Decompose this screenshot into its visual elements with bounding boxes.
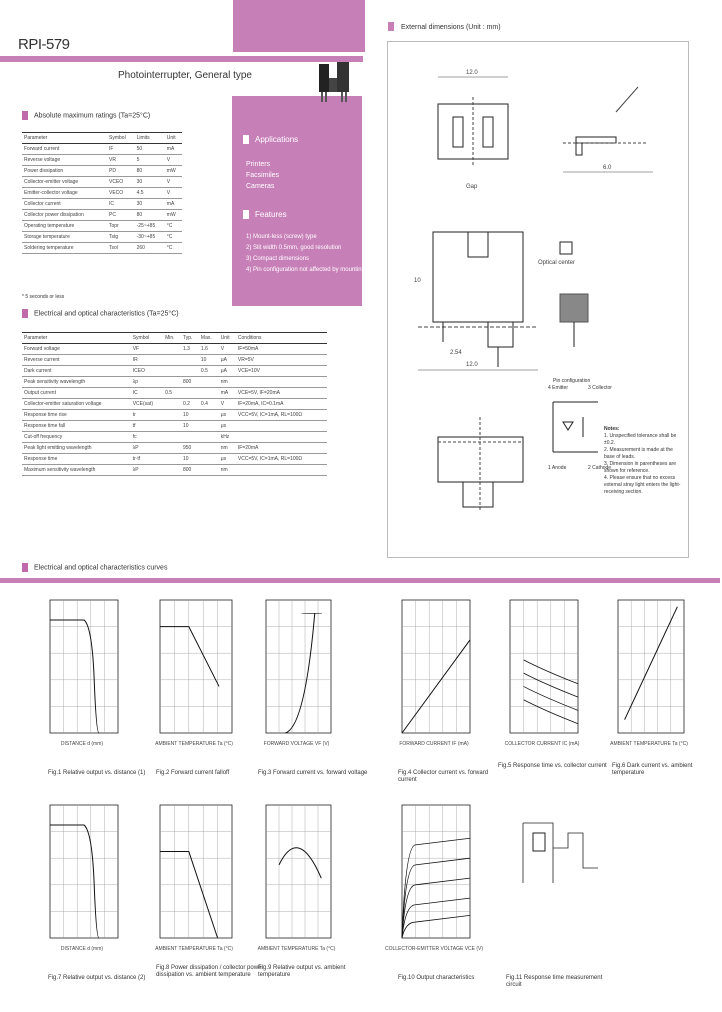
figure-caption: Fig.4 Collector current vs. forward current bbox=[398, 770, 489, 783]
table-cell: IC bbox=[107, 199, 135, 210]
series-line bbox=[402, 915, 470, 938]
table-cell: V bbox=[165, 188, 182, 199]
table-cell: Storage temperature bbox=[22, 232, 107, 243]
table-cell: 0.5 bbox=[163, 388, 181, 399]
table-cell bbox=[199, 454, 219, 465]
table-header-cell: Unit bbox=[165, 133, 182, 144]
table-cell: VF bbox=[131, 344, 163, 355]
chart-10 bbox=[384, 803, 484, 954]
table-cell: 4.5 bbox=[135, 188, 165, 199]
abs-max-section-title bbox=[22, 111, 150, 120]
table-row bbox=[22, 355, 327, 366]
table-cell: nm bbox=[219, 443, 236, 454]
pin-2-label: 2 Cathode bbox=[588, 465, 612, 471]
table-cell bbox=[236, 465, 327, 476]
section-marker-icon bbox=[243, 210, 249, 219]
table-cell: mW bbox=[165, 166, 182, 177]
table-cell: 1.6 bbox=[199, 344, 219, 355]
table-cell: IC bbox=[131, 388, 163, 399]
table-cell bbox=[181, 355, 199, 366]
product-subtitle: Photointerrupter, General type bbox=[118, 70, 252, 81]
table-cell: -30~+85 bbox=[135, 232, 165, 243]
section-marker-icon bbox=[22, 111, 28, 120]
table-cell: Output current bbox=[22, 388, 131, 399]
table-cell: Soldering temperature bbox=[22, 243, 107, 254]
table-cell: μA bbox=[219, 366, 236, 377]
table-cell: fc bbox=[131, 432, 163, 443]
table-cell: 800 bbox=[181, 465, 199, 476]
table-cell: Forward voltage bbox=[22, 344, 131, 355]
table-row bbox=[22, 432, 327, 443]
table-cell bbox=[163, 432, 181, 443]
figure-caption: Fig.6 Dark current vs. ambient temperature bbox=[612, 763, 693, 776]
x-axis-label: AMBIENT TEMPERATURE Ta (°C) bbox=[610, 741, 688, 747]
table-row bbox=[22, 366, 327, 377]
table-cell bbox=[199, 377, 219, 388]
x-axis-label: COLLECTOR CURRENT IC (mA) bbox=[504, 741, 580, 747]
table-row bbox=[22, 377, 327, 388]
table-cell: VR=5V bbox=[236, 355, 327, 366]
table-cell: Reverse current bbox=[22, 355, 131, 366]
table-header-cell: Typ. bbox=[181, 333, 199, 344]
table-cell: mA bbox=[219, 388, 236, 399]
table-cell: 50 bbox=[135, 144, 165, 155]
table-cell: 950 bbox=[181, 443, 199, 454]
table-cell: 5 bbox=[135, 155, 165, 166]
table-cell: PC bbox=[107, 210, 135, 221]
figure-caption: Fig.2 Forward current falloff bbox=[156, 770, 230, 776]
table-cell: Collector current bbox=[22, 199, 107, 210]
table-cell: tr·tf bbox=[131, 454, 163, 465]
chart-frame bbox=[266, 805, 331, 938]
chart-6 bbox=[610, 598, 692, 749]
table-cell: μA bbox=[219, 355, 236, 366]
dimensions-title-marker bbox=[388, 22, 394, 31]
table-cell: μs bbox=[219, 410, 236, 421]
note-item: 3. Dimension in parentheses are shown for reference. bbox=[604, 461, 676, 474]
note-item: 1. Unspecified tolerance shall be ±0.2. bbox=[604, 433, 677, 446]
table-row bbox=[22, 243, 182, 254]
x-axis-label: FORWARD CURRENT IF (mA) bbox=[399, 741, 469, 747]
table-cell: VCE=10V bbox=[236, 366, 327, 377]
applications-title: Applications bbox=[243, 135, 298, 144]
table-cell: Peak light emitting wavelength bbox=[22, 443, 131, 454]
figure-caption: Fig.10 Output characteristics bbox=[398, 975, 475, 981]
electrical-table bbox=[22, 332, 327, 476]
application-item: Facsimiles bbox=[246, 172, 280, 179]
table-cell: λP bbox=[131, 443, 163, 454]
table-cell bbox=[163, 410, 181, 421]
table-row bbox=[22, 465, 327, 476]
table-cell bbox=[181, 388, 199, 399]
table-header-cell: Symbol bbox=[107, 133, 135, 144]
table-cell: 1.3 bbox=[181, 344, 199, 355]
electrical-section-title: Electrical and optical characteristics (Ta=25°C) bbox=[22, 309, 179, 318]
table-cell bbox=[236, 421, 327, 432]
model-title: RPI-579 bbox=[18, 36, 70, 53]
table-header-row bbox=[22, 333, 327, 344]
table-cell: Tstg bbox=[107, 232, 135, 243]
series-line bbox=[50, 825, 99, 938]
table-row bbox=[22, 221, 182, 232]
series-line bbox=[286, 613, 315, 733]
table-cell: 10 bbox=[181, 421, 199, 432]
pin-1-label: 1 Anode bbox=[548, 465, 567, 471]
x-axis-label: AMBIENT TEMPERATURE Ta (°C) bbox=[155, 946, 233, 952]
table-cell bbox=[199, 410, 219, 421]
table-cell: Emitter-collector voltage bbox=[22, 188, 107, 199]
chart-9 bbox=[257, 803, 339, 954]
table-cell bbox=[181, 432, 199, 443]
header-band bbox=[0, 56, 363, 62]
section-marker-icon bbox=[22, 309, 28, 318]
table-cell: Peak sensitivity wavelength bbox=[22, 377, 131, 388]
table-cell: VR bbox=[107, 155, 135, 166]
chart-2 bbox=[155, 598, 240, 749]
table-cell bbox=[163, 399, 181, 410]
feature-item: 4) Pin configuration not affected by mounting bbox=[246, 267, 365, 273]
table-cell: kHz bbox=[219, 432, 236, 443]
series-line bbox=[50, 620, 99, 733]
section-marker-icon bbox=[243, 135, 249, 144]
circuit-wire bbox=[553, 833, 598, 868]
table-cell: V bbox=[165, 177, 182, 188]
series-line bbox=[160, 627, 219, 687]
table-row bbox=[22, 454, 327, 465]
features-list bbox=[246, 232, 365, 276]
x-axis-label: FORWARD VOLTAGE VF (V) bbox=[263, 741, 330, 747]
table-cell: IF=20mA bbox=[236, 443, 327, 454]
table-cell: °C bbox=[165, 232, 182, 243]
table-cell: IF=20mA, IC=0.1mA bbox=[236, 399, 327, 410]
table-cell: ICEO bbox=[131, 366, 163, 377]
x-axis-label: AMBIENT TEMPERATURE Ta (°C) bbox=[257, 946, 336, 952]
table-row bbox=[22, 199, 182, 210]
table-cell: V bbox=[219, 344, 236, 355]
figure-caption: Fig.3 Forward current vs. forward voltage bbox=[258, 770, 368, 776]
table-cell bbox=[163, 366, 181, 377]
table-row bbox=[22, 399, 327, 410]
table-cell: 30 bbox=[135, 177, 165, 188]
table-header-cell: Unit bbox=[219, 333, 236, 344]
table-cell: 10 bbox=[181, 410, 199, 421]
table-cell: 800 bbox=[181, 377, 199, 388]
dim-optical-axis-label: Optical center bbox=[538, 260, 576, 266]
dim-length-label: 12.0 bbox=[466, 362, 478, 368]
pin-4-label: 4 Emitter bbox=[548, 385, 569, 391]
curves-title: Electrical and optical characteristics curves bbox=[22, 563, 167, 572]
table-cell: VCE=5V, IF=20mA bbox=[236, 388, 327, 399]
pin-3-label: 3 Collector bbox=[588, 385, 612, 391]
table-row bbox=[22, 443, 327, 454]
table-cell: 80 bbox=[135, 166, 165, 177]
table-row bbox=[22, 166, 182, 177]
note-item: 4. Please ensure that no excess external stray light enters the light-receiving section. bbox=[604, 475, 681, 495]
table-cell: mA bbox=[165, 144, 182, 155]
x-axis-label: DISTANCE d (mm) bbox=[60, 946, 104, 952]
table-cell bbox=[199, 388, 219, 399]
notes-block bbox=[604, 426, 684, 496]
header-accent-block bbox=[233, 0, 365, 52]
table-cell: nm bbox=[219, 465, 236, 476]
table-cell: VCE(sat) bbox=[131, 399, 163, 410]
table-header-cell: Symbol bbox=[131, 333, 163, 344]
dimensions-title: External dimensions (Unit : mm) bbox=[401, 24, 501, 31]
notes-title: Notes: bbox=[604, 426, 620, 432]
table-cell: tr bbox=[131, 410, 163, 421]
table-cell: °C bbox=[165, 243, 182, 254]
figure-caption: Fig.5 Response time vs. collector current bbox=[498, 763, 607, 769]
table-cell: μs bbox=[219, 421, 236, 432]
table-header-cell: Conditions bbox=[236, 333, 327, 344]
table-cell: λp bbox=[131, 377, 163, 388]
table-cell: 30 bbox=[135, 199, 165, 210]
table-cell: °C bbox=[165, 221, 182, 232]
table-cell bbox=[163, 454, 181, 465]
applications-list bbox=[246, 159, 279, 192]
product-photo bbox=[315, 58, 355, 104]
table-cell bbox=[199, 443, 219, 454]
note-item: 2. Measurement is made at the base of leads. bbox=[604, 447, 673, 460]
table-cell: Response time rise bbox=[22, 410, 131, 421]
dim-height-label: 10 bbox=[414, 278, 421, 284]
abs-max-table bbox=[22, 132, 182, 254]
table-cell bbox=[163, 355, 181, 366]
photointerrupter-symbol bbox=[533, 833, 545, 851]
figure-caption: Fig.1 Relative output vs. distance (1) bbox=[48, 770, 146, 776]
chart-1 bbox=[48, 598, 126, 749]
table-cell: 80 bbox=[135, 210, 165, 221]
table-header-cell: Parameter bbox=[22, 333, 131, 344]
table-cell: 0.2 bbox=[181, 399, 199, 410]
chart-3 bbox=[264, 598, 339, 749]
table-row bbox=[22, 344, 327, 355]
table-cell: Response time bbox=[22, 454, 131, 465]
table-cell: mW bbox=[165, 210, 182, 221]
table-cell: λP bbox=[131, 465, 163, 476]
series-line bbox=[402, 878, 470, 938]
table-cell: VCC=5V, IC=1mA, RL=100Ω bbox=[236, 454, 327, 465]
series-line bbox=[402, 858, 470, 938]
table-cell: Collector-emitter voltage bbox=[22, 177, 107, 188]
table-cell: 10 bbox=[181, 454, 199, 465]
series-line bbox=[402, 898, 470, 938]
section-marker-icon bbox=[22, 563, 28, 572]
table-cell: 10 bbox=[199, 355, 219, 366]
table-cell: nm bbox=[219, 377, 236, 388]
table-cell: Reverse voltage bbox=[22, 155, 107, 166]
table-cell: tf bbox=[131, 421, 163, 432]
chart-frame bbox=[160, 600, 232, 733]
table-cell: PD bbox=[107, 166, 135, 177]
application-item: Cameras bbox=[246, 183, 275, 190]
table-cell: Dark current bbox=[22, 366, 131, 377]
table-cell: Collector power dissipation bbox=[22, 210, 107, 221]
chart-frame bbox=[402, 805, 470, 938]
chart-4 bbox=[400, 598, 478, 749]
table-header-row bbox=[22, 133, 182, 144]
chart-7 bbox=[48, 803, 126, 954]
table-cell: VCC=5V, IC=1mA, RL=100Ω bbox=[236, 410, 327, 421]
table-row bbox=[22, 388, 327, 399]
figure-caption: Fig.9 Relative output vs. ambient temperature bbox=[258, 965, 346, 978]
table-cell bbox=[163, 377, 181, 388]
chart-frame bbox=[510, 600, 578, 733]
table-cell: VCEO bbox=[107, 177, 135, 188]
series-line bbox=[402, 640, 470, 733]
circuit-wire bbox=[523, 823, 553, 883]
table-header-cell: Parameter bbox=[22, 133, 107, 144]
dim-gap-label: Gap bbox=[466, 184, 478, 190]
dim-depth-label: 6.0 bbox=[603, 165, 612, 171]
table-cell: IF bbox=[107, 144, 135, 155]
table-cell bbox=[236, 377, 327, 388]
table-cell bbox=[163, 443, 181, 454]
abs-max-title: Absolute maximum ratings (Ta=25°C) bbox=[34, 112, 151, 120]
table-row bbox=[22, 144, 182, 155]
table-cell: Maximum sensitivity wavelength bbox=[22, 465, 131, 476]
table-cell: Power dissipation bbox=[22, 166, 107, 177]
table-row bbox=[22, 232, 182, 243]
x-axis-label: COLLECTOR-EMITTER VOLTAGE VCE (V) bbox=[384, 946, 484, 952]
table-cell bbox=[199, 465, 219, 476]
table-cell bbox=[199, 421, 219, 432]
table-cell bbox=[163, 421, 181, 432]
chart-5 bbox=[504, 598, 586, 749]
chart-frame bbox=[160, 805, 232, 938]
dimensions-panel bbox=[387, 41, 689, 558]
x-axis-label: DISTANCE d (mm) bbox=[60, 741, 104, 747]
series-line bbox=[625, 607, 678, 720]
table-cell: mA bbox=[165, 199, 182, 210]
table-cell: VECO bbox=[107, 188, 135, 199]
pinout-title: Pin configuration bbox=[553, 378, 591, 384]
abs-max-note: * 5 seconds or less bbox=[22, 294, 65, 300]
table-row bbox=[22, 177, 182, 188]
table-row bbox=[22, 210, 182, 221]
response-time-circuit bbox=[508, 803, 603, 903]
table-cell: -25~+85 bbox=[135, 221, 165, 232]
curves-band bbox=[0, 578, 720, 583]
series-line bbox=[279, 848, 321, 878]
table-cell: IR bbox=[131, 355, 163, 366]
figure-caption: Fig.11 Response time measurement circuit bbox=[506, 975, 603, 988]
table-header-cell: Min. bbox=[163, 333, 181, 344]
table-row bbox=[22, 188, 182, 199]
table-header-cell: Limits bbox=[135, 133, 165, 144]
table-cell: Operating temperature bbox=[22, 221, 107, 232]
chart-frame bbox=[402, 600, 470, 733]
table-cell: Cut-off frequency bbox=[22, 432, 131, 443]
application-item: Printers bbox=[246, 161, 271, 168]
table-cell: IF=50mA bbox=[236, 344, 327, 355]
table-row bbox=[22, 421, 327, 432]
table-row bbox=[22, 410, 327, 421]
series-line bbox=[402, 838, 470, 938]
table-cell bbox=[181, 366, 199, 377]
dim-width-label: 12.0 bbox=[466, 70, 478, 76]
table-cell: Collector-emitter saturation voltage bbox=[22, 399, 131, 410]
table-cell bbox=[163, 465, 181, 476]
table-cell: Forward current bbox=[22, 144, 107, 155]
feature-item: 2) Slit width 0.5mm, good resolution bbox=[246, 245, 342, 251]
table-cell: 0.5 bbox=[199, 366, 219, 377]
features-title: Features bbox=[243, 210, 287, 219]
table-cell: μs bbox=[219, 454, 236, 465]
table-cell: V bbox=[165, 155, 182, 166]
table-cell bbox=[199, 432, 219, 443]
table-cell bbox=[236, 432, 327, 443]
feature-item: 3) Compact dimensions bbox=[246, 256, 310, 262]
table-header-cell: Max. bbox=[199, 333, 219, 344]
table-cell: Response time fall bbox=[22, 421, 131, 432]
table-row bbox=[22, 155, 182, 166]
feature-item: 1) Mount-less (screw) type bbox=[246, 234, 317, 240]
table-cell: 0.4 bbox=[199, 399, 219, 410]
dim-pitch-label: 2.54 bbox=[450, 350, 462, 356]
table-cell: V bbox=[219, 399, 236, 410]
table-cell bbox=[163, 344, 181, 355]
figure-caption: Fig.8 Power dissipation / collector power dissipation vs. ambient temperature bbox=[156, 965, 264, 978]
chart-8 bbox=[155, 803, 240, 954]
figure-caption: Fig.7 Relative output vs. distance (2) bbox=[48, 975, 146, 981]
table-cell: Topr bbox=[107, 221, 135, 232]
table-cell: 260 bbox=[135, 243, 165, 254]
table-cell: Tsol bbox=[107, 243, 135, 254]
x-axis-label: AMBIENT TEMPERATURE Ta (°C) bbox=[155, 741, 233, 747]
